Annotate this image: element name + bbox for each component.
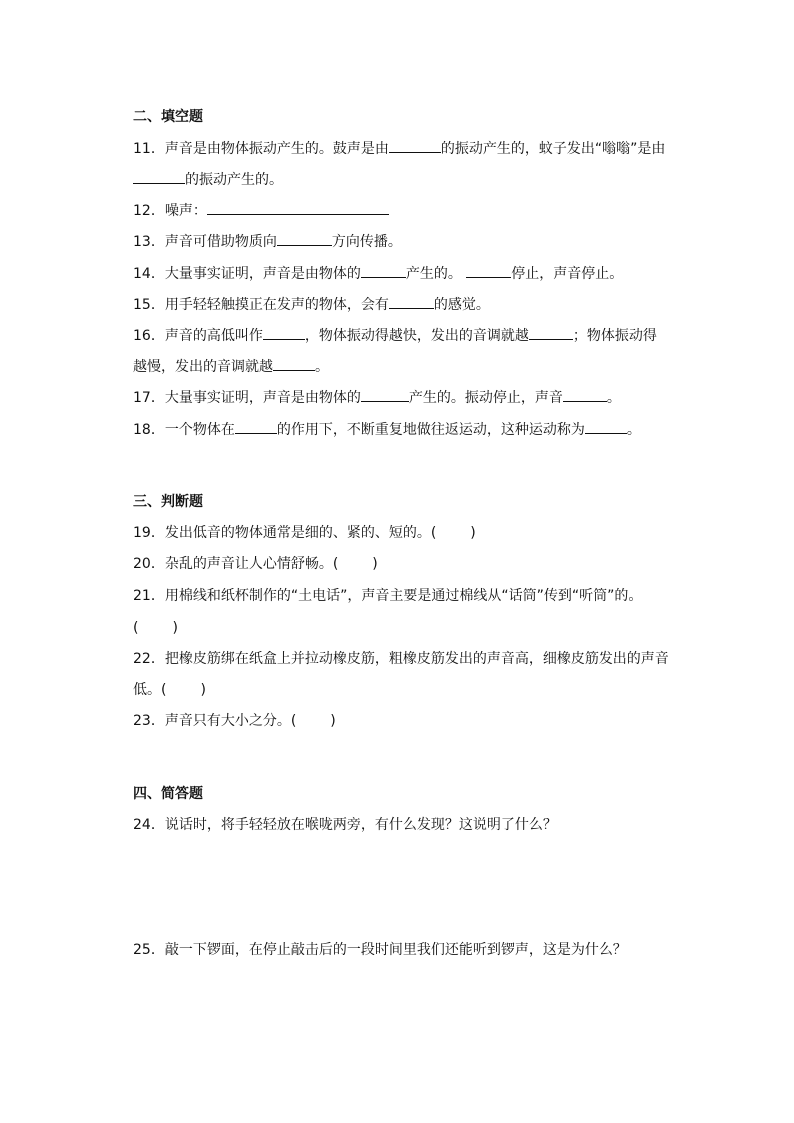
answer-blank[interactable] bbox=[563, 386, 607, 402]
question-14-text-c: 停止，声音停止。 bbox=[511, 266, 624, 282]
question-16-text-e: 。 bbox=[315, 359, 329, 375]
question-24: 24．说话时，将手轻轻放在喉咙两旁，有什么发现？这说明了什么？ bbox=[133, 817, 557, 833]
question-19-text-a: 19．发出低音的物体通常是细的、紧的、短的。( bbox=[133, 525, 437, 541]
section-heading-fill: 二、填空题 bbox=[133, 109, 203, 125]
question-17 bbox=[133, 386, 673, 410]
question-19 bbox=[133, 521, 673, 545]
answer-blank[interactable] bbox=[389, 293, 434, 309]
question-14-text-a: 14．大量事实证明，声音是由物体的 bbox=[133, 266, 361, 282]
answer-blank[interactable] bbox=[361, 386, 409, 402]
answer-blank[interactable] bbox=[585, 418, 627, 434]
answer-blank[interactable] bbox=[466, 262, 511, 278]
answer-blank[interactable] bbox=[133, 168, 185, 184]
question-15 bbox=[133, 293, 673, 317]
question-23-text-a: 23．声音只有大小之分。( bbox=[133, 713, 297, 729]
question-15-text-b: 的感觉。 bbox=[433, 297, 490, 313]
question-25: 25．敲一下锣面，在停止敲击后的一段时间里我们还能听到锣声，这是为什么？ bbox=[133, 942, 627, 958]
question-13-text-a: 13．声音可借助物质向 bbox=[133, 234, 277, 250]
question-16-text-c: ；物体振动得 bbox=[572, 328, 657, 344]
question-16-text-a: 16．声音的高低叫作 bbox=[133, 328, 263, 344]
question-20-text-b: ) bbox=[372, 556, 378, 572]
question-17-text-a: 17．大量事实证明，声音是由物体的 bbox=[133, 390, 361, 406]
question-11-line-2 bbox=[133, 168, 673, 192]
section-heading-short: 四、简答题 bbox=[133, 786, 203, 802]
question-11-text-c: 的振动产生的。 bbox=[185, 172, 283, 188]
answer-blank[interactable] bbox=[361, 262, 406, 278]
question-21-text-c: ) bbox=[172, 620, 178, 636]
question-23-text-b: ) bbox=[330, 713, 336, 729]
question-17-text-c: 。 bbox=[606, 390, 621, 406]
question-18-text-a: 18．一个物体在 bbox=[133, 422, 235, 438]
question-14-text-b: 产生的。 bbox=[405, 266, 462, 282]
answer-blank[interactable] bbox=[235, 418, 277, 434]
question-16-text-d: 越慢，发出的音调就越 bbox=[133, 359, 273, 375]
question-17-text-b: 产生的。振动停止，声音 bbox=[408, 390, 563, 406]
question-12-text-a: 12．噪声： bbox=[133, 203, 207, 219]
question-16-line-2 bbox=[133, 355, 673, 379]
question-13-text-b: 方向传播。 bbox=[331, 234, 402, 250]
question-14 bbox=[133, 262, 673, 286]
question-20-text-a: 20．杂乱的声音让人心情舒畅。( bbox=[133, 556, 339, 572]
answer-blank[interactable] bbox=[529, 324, 573, 340]
question-11-line-1 bbox=[133, 137, 673, 161]
answer-blank[interactable] bbox=[389, 137, 441, 153]
question-22-text-c: ) bbox=[200, 682, 206, 698]
question-16-line-1 bbox=[133, 324, 673, 348]
question-12 bbox=[133, 199, 673, 223]
question-19-text-b: ) bbox=[470, 525, 476, 541]
question-18 bbox=[133, 418, 673, 442]
question-23 bbox=[133, 709, 673, 733]
question-21-text-b: ( bbox=[133, 620, 139, 636]
answer-blank[interactable] bbox=[207, 199, 389, 215]
question-22-text-b: 低。( bbox=[133, 682, 167, 698]
question-22-text-a: 22．把橡皮筋绑在纸盒上并拉动橡皮筋，粗橡皮筋发出的声音高，细橡皮筋发出的声音 bbox=[133, 651, 669, 667]
question-22-line-1 bbox=[133, 647, 673, 671]
question-18-text-b: 的作用下，不断重复地做往返运动，这种运动称为 bbox=[276, 422, 585, 438]
section-heading-judge: 三、判断题 bbox=[133, 494, 203, 510]
answer-blank[interactable] bbox=[273, 355, 315, 371]
question-20 bbox=[133, 552, 673, 576]
question-11-text-a: 11．声音是由物体振动产生的。鼓声是由 bbox=[133, 141, 389, 157]
answer-blank[interactable] bbox=[277, 230, 332, 246]
question-15-text-a: 15．用手轻轻触摸正在发声的物体，会有 bbox=[133, 297, 389, 313]
question-21-line-2 bbox=[133, 616, 673, 640]
question-18-text-c: 。 bbox=[626, 422, 641, 438]
question-21-text-a: 21．用棉线和纸杯制作的“土电话”，声音主要是通过棉线从“话筒”传到“听筒”的。 bbox=[133, 588, 643, 604]
answer-blank[interactable] bbox=[263, 324, 305, 340]
question-11-text-b: 的振动产生的，蚊子发出“嗡嗡”是由 bbox=[440, 141, 666, 157]
question-16-text-b: ，物体振动得越快，发出的音调就越 bbox=[304, 328, 529, 344]
question-22-line-2 bbox=[133, 678, 673, 702]
question-13 bbox=[133, 230, 673, 254]
question-21-line-1 bbox=[133, 584, 673, 608]
